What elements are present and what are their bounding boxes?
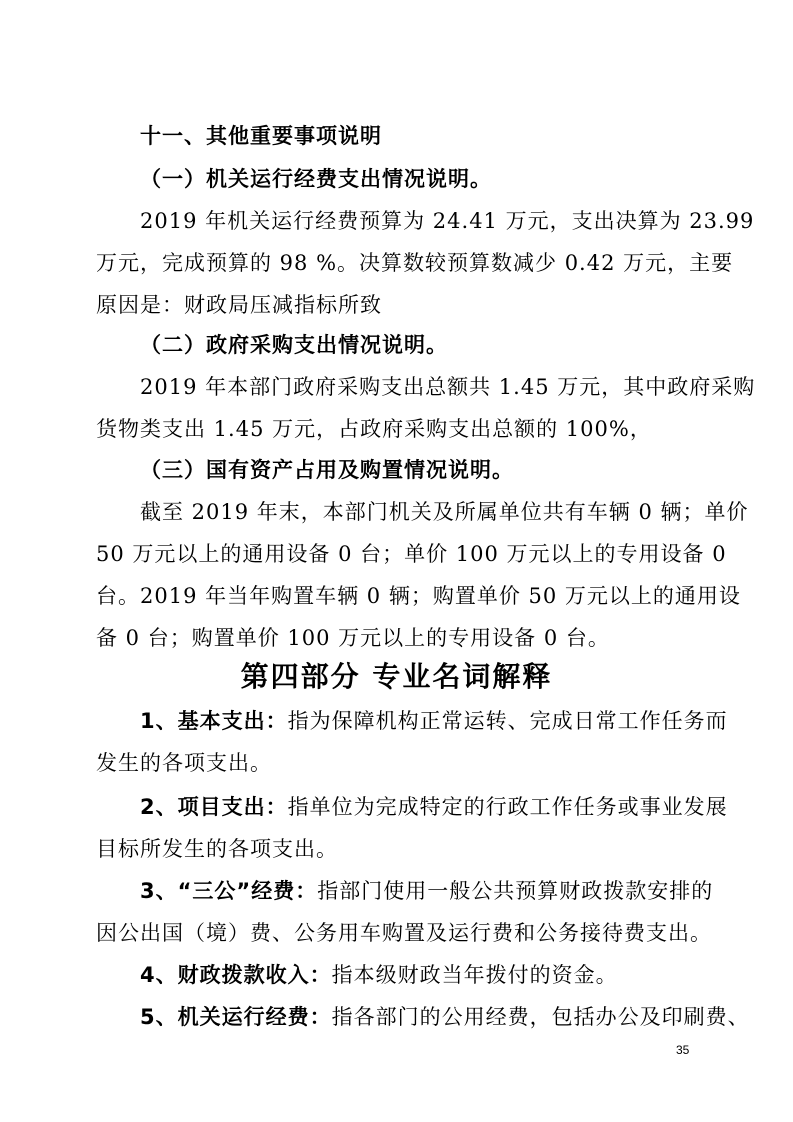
part-title: 第四部分 专业名词解释 [240, 660, 553, 693]
term-label: 1、基本支出： [140, 709, 288, 733]
term-3 [140, 876, 744, 906]
paragraph-line: 因公出国（境）费、公务用车购置及运行费和公务接待费支出。 [96, 921, 712, 945]
subsection-heading-3: （三）国有资产占用及购置情况说明。 [140, 458, 514, 482]
term-label: 4、财政拨款收入： [140, 963, 332, 987]
subsection-heading-1: （一）机关运行经费支出情况说明。 [140, 167, 492, 191]
page-number: 35 [676, 1043, 690, 1057]
term-definition: 指各部门的公用经费，包括办公及印刷费、 [331, 1005, 750, 1029]
term-definition: 指单位为完成特定的行政工作任务或事业发展 [287, 795, 728, 819]
term-definition: 指部门使用一般公共预算财政拨款安排的 [317, 879, 714, 903]
term-2 [140, 792, 744, 822]
term-definition: 指为保障机构正常运转、完成日常工作任务而 [287, 709, 728, 733]
subsection-heading-2: （二）政府采购支出情况说明。 [140, 333, 448, 357]
paragraph-line: 目标所发生的各项支出。 [96, 837, 338, 861]
term-1 [140, 706, 744, 736]
term-definition: 指本级财政当年拨付的资金。 [331, 963, 618, 987]
section-heading: 十一、其他重要事项说明 [140, 124, 382, 148]
paragraph-line: 万元，完成预算的 98 %。决算数较预算数减少 0.42 万元，主要 [96, 251, 734, 275]
paragraph-line: 货物类支出 1.45 万元，占政府采购支出总额的 100%， [96, 417, 652, 441]
paragraph-line: 2019 年机关运行经费预算为 24.41 万元，支出决算为 23.99 [140, 209, 755, 233]
paragraph-line: 发生的各项支出。 [96, 751, 272, 775]
term-label: 5、机关运行经费： [140, 1005, 332, 1029]
term-label: 2、项目支出： [140, 795, 288, 819]
term-4 [140, 960, 744, 990]
term-5 [140, 1002, 750, 1032]
term-label: 3、“三公”经费： [140, 879, 318, 903]
paragraph-line: 原因是：财政局压减指标所致 [96, 293, 382, 317]
paragraph-line: 截至 2019 年末，本部门机关及所属单位共有车辆 0 辆；单价 [140, 500, 749, 524]
paragraph-line: 50 万元以上的通用设备 0 台；单价 100 万元以上的专用设备 0 [96, 542, 727, 566]
paragraph-line: 台。2019 年当年购置车辆 0 辆；购置单价 50 万元以上的通用设 [96, 584, 741, 608]
paragraph-line: 备 0 台；购置单价 100 万元以上的专用设备 0 台。 [96, 626, 610, 650]
paragraph-line: 2019 年本部门政府采购支出总额共 1.45 万元，其中政府采购 [140, 375, 756, 399]
